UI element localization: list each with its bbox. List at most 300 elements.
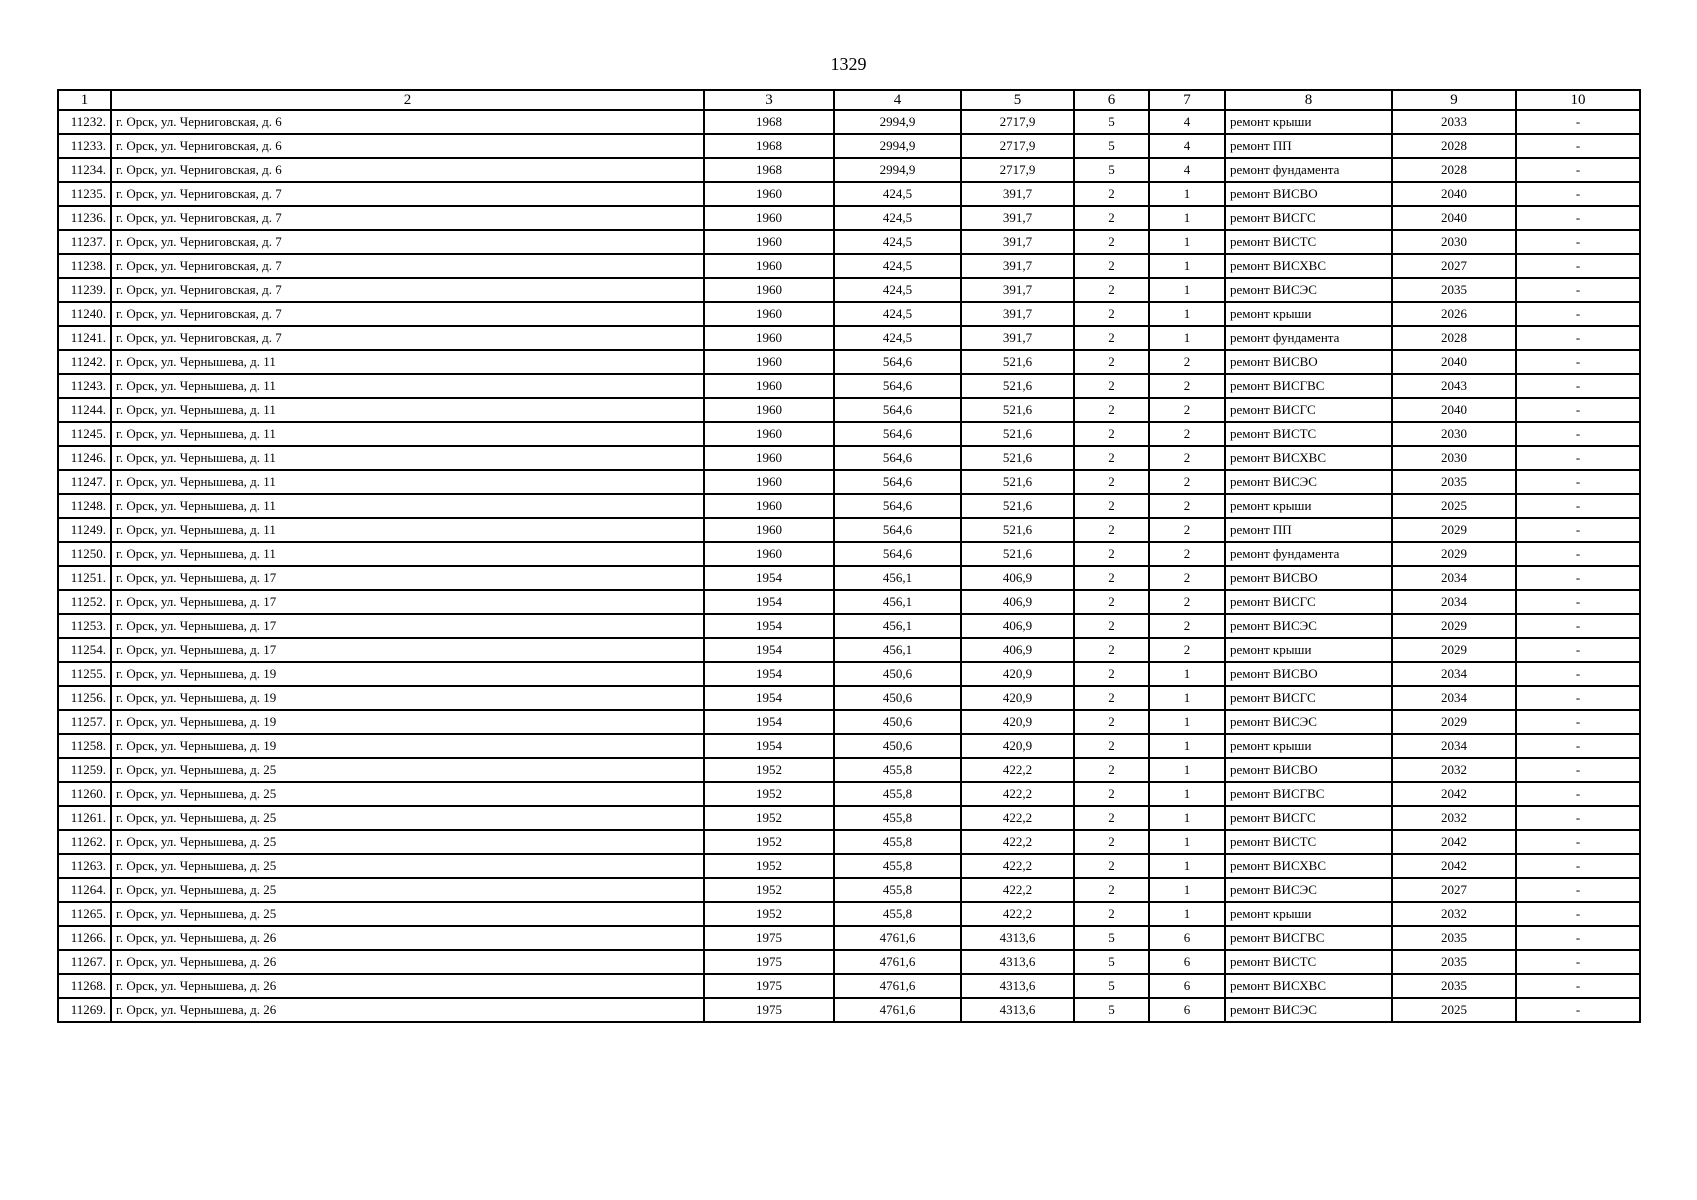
entrances-cell: 1 — [1149, 854, 1225, 878]
entrances-cell: 2 — [1149, 614, 1225, 638]
table-row — [58, 302, 1640, 326]
note-cell: - — [1516, 230, 1640, 254]
work-type-cell: ремонт ПП — [1225, 518, 1392, 542]
column-header-4: 4 — [834, 90, 961, 110]
entrances-cell: 2 — [1149, 374, 1225, 398]
row-number-cell: 11260. — [58, 782, 111, 806]
total-area-cell: 424,5 — [834, 302, 961, 326]
work-type-cell: ремонт ВИСХВС — [1225, 974, 1392, 998]
planned-year-cell: 2025 — [1392, 494, 1516, 518]
address-cell: г. Орск, ул. Чернышева, д. 11 — [111, 422, 704, 446]
year-cell: 1960 — [704, 206, 834, 230]
address-cell: г. Орск, ул. Черниговская, д. 7 — [111, 206, 704, 230]
address-cell: г. Орск, ул. Черниговская, д. 6 — [111, 134, 704, 158]
work-type-cell: ремонт ВИСГВС — [1225, 926, 1392, 950]
row-number-cell: 11259. — [58, 758, 111, 782]
work-type-cell: ремонт ВИСГС — [1225, 806, 1392, 830]
table-row — [58, 590, 1640, 614]
work-type-cell: ремонт ПП — [1225, 134, 1392, 158]
table-row — [58, 134, 1640, 158]
address-cell: г. Орск, ул. Чернышева, д. 11 — [111, 398, 704, 422]
note-cell: - — [1516, 518, 1640, 542]
entrances-cell: 2 — [1149, 350, 1225, 374]
year-cell: 1952 — [704, 830, 834, 854]
year-cell: 1952 — [704, 758, 834, 782]
living-area-cell: 2717,9 — [961, 134, 1074, 158]
row-number-cell: 11244. — [58, 398, 111, 422]
year-cell: 1960 — [704, 542, 834, 566]
address-cell: г. Орск, ул. Чернышева, д. 11 — [111, 494, 704, 518]
year-cell: 1960 — [704, 446, 834, 470]
year-cell: 1960 — [704, 494, 834, 518]
year-cell: 1954 — [704, 614, 834, 638]
living-area-cell: 521,6 — [961, 350, 1074, 374]
entrances-cell: 4 — [1149, 110, 1225, 134]
floors-cell: 2 — [1074, 758, 1149, 782]
address-cell: г. Орск, ул. Чернышева, д. 11 — [111, 350, 704, 374]
row-number-cell: 11234. — [58, 158, 111, 182]
year-cell: 1954 — [704, 734, 834, 758]
total-area-cell: 455,8 — [834, 758, 961, 782]
living-area-cell: 521,6 — [961, 422, 1074, 446]
year-cell: 1968 — [704, 134, 834, 158]
year-cell: 1960 — [704, 302, 834, 326]
work-type-cell: ремонт ВИСГВС — [1225, 782, 1392, 806]
work-type-cell: ремонт ВИСТС — [1225, 230, 1392, 254]
planned-year-cell: 2025 — [1392, 998, 1516, 1022]
address-cell: г. Орск, ул. Чернышева, д. 26 — [111, 926, 704, 950]
work-type-cell: ремонт крыши — [1225, 494, 1392, 518]
living-area-cell: 521,6 — [961, 542, 1074, 566]
table-row — [58, 542, 1640, 566]
table-row — [58, 470, 1640, 494]
floors-cell: 2 — [1074, 542, 1149, 566]
year-cell: 1952 — [704, 902, 834, 926]
table-row — [58, 158, 1640, 182]
table-row — [58, 494, 1640, 518]
year-cell: 1975 — [704, 950, 834, 974]
floors-cell: 2 — [1074, 686, 1149, 710]
living-area-cell: 406,9 — [961, 566, 1074, 590]
note-cell: - — [1516, 974, 1640, 998]
entrances-cell: 1 — [1149, 662, 1225, 686]
work-type-cell: ремонт крыши — [1225, 902, 1392, 926]
living-area-cell: 406,9 — [961, 614, 1074, 638]
floors-cell: 2 — [1074, 518, 1149, 542]
work-type-cell: ремонт крыши — [1225, 638, 1392, 662]
entrances-cell: 6 — [1149, 950, 1225, 974]
note-cell: - — [1516, 638, 1640, 662]
table-row — [58, 710, 1640, 734]
year-cell: 1954 — [704, 710, 834, 734]
floors-cell: 2 — [1074, 590, 1149, 614]
work-type-cell: ремонт фундамента — [1225, 326, 1392, 350]
address-cell: г. Орск, ул. Чернышева, д. 25 — [111, 902, 704, 926]
note-cell: - — [1516, 374, 1640, 398]
address-cell: г. Орск, ул. Чернышева, д. 19 — [111, 662, 704, 686]
work-type-cell: ремонт ВИСЭС — [1225, 710, 1392, 734]
floors-cell: 5 — [1074, 134, 1149, 158]
table-row — [58, 854, 1640, 878]
address-cell: г. Орск, ул. Чернышева, д. 26 — [111, 998, 704, 1022]
total-area-cell: 450,6 — [834, 734, 961, 758]
year-cell: 1960 — [704, 398, 834, 422]
floors-cell: 2 — [1074, 614, 1149, 638]
entrances-cell: 1 — [1149, 278, 1225, 302]
total-area-cell: 564,6 — [834, 446, 961, 470]
planned-year-cell: 2029 — [1392, 710, 1516, 734]
address-cell: г. Орск, ул. Чернышева, д. 25 — [111, 806, 704, 830]
note-cell: - — [1516, 758, 1640, 782]
address-cell: г. Орск, ул. Чернышева, д. 25 — [111, 830, 704, 854]
table-row — [58, 638, 1640, 662]
note-cell: - — [1516, 494, 1640, 518]
total-area-cell: 564,6 — [834, 518, 961, 542]
living-area-cell: 422,2 — [961, 806, 1074, 830]
year-cell: 1975 — [704, 974, 834, 998]
planned-year-cell: 2034 — [1392, 566, 1516, 590]
work-type-cell: ремонт ВИСЭС — [1225, 998, 1392, 1022]
address-cell: г. Орск, ул. Чернышева, д. 11 — [111, 518, 704, 542]
planned-year-cell: 2042 — [1392, 830, 1516, 854]
floors-cell: 2 — [1074, 326, 1149, 350]
address-cell: г. Орск, ул. Черниговская, д. 7 — [111, 182, 704, 206]
living-area-cell: 4313,6 — [961, 926, 1074, 950]
living-area-cell: 521,6 — [961, 518, 1074, 542]
entrances-cell: 2 — [1149, 542, 1225, 566]
row-number-cell: 11251. — [58, 566, 111, 590]
living-area-cell: 391,7 — [961, 230, 1074, 254]
floors-cell: 2 — [1074, 470, 1149, 494]
table-row — [58, 398, 1640, 422]
floors-cell: 2 — [1074, 446, 1149, 470]
living-area-cell: 391,7 — [961, 326, 1074, 350]
living-area-cell: 4313,6 — [961, 950, 1074, 974]
address-cell: г. Орск, ул. Чернышева, д. 17 — [111, 614, 704, 638]
entrances-cell: 2 — [1149, 470, 1225, 494]
table-row — [58, 206, 1640, 230]
note-cell: - — [1516, 566, 1640, 590]
page-number: 1329 — [830, 54, 867, 74]
row-number-cell: 11232. — [58, 110, 111, 134]
total-area-cell: 455,8 — [834, 854, 961, 878]
total-area-cell: 564,6 — [834, 422, 961, 446]
address-cell: г. Орск, ул. Чернышева, д. 25 — [111, 782, 704, 806]
work-type-cell: ремонт ВИСВО — [1225, 662, 1392, 686]
entrances-cell: 1 — [1149, 878, 1225, 902]
repair-schedule-table — [57, 89, 1641, 1023]
living-area-cell: 422,2 — [961, 758, 1074, 782]
floors-cell: 2 — [1074, 566, 1149, 590]
work-type-cell: ремонт ВИСВО — [1225, 350, 1392, 374]
entrances-cell: 2 — [1149, 446, 1225, 470]
planned-year-cell: 2029 — [1392, 638, 1516, 662]
planned-year-cell: 2030 — [1392, 230, 1516, 254]
floors-cell: 5 — [1074, 950, 1149, 974]
work-type-cell: ремонт фундамента — [1225, 158, 1392, 182]
note-cell: - — [1516, 182, 1640, 206]
note-cell: - — [1516, 326, 1640, 350]
table-row — [58, 446, 1640, 470]
total-area-cell: 564,6 — [834, 398, 961, 422]
table-row — [58, 182, 1640, 206]
note-cell: - — [1516, 878, 1640, 902]
entrances-cell: 2 — [1149, 518, 1225, 542]
table-row — [58, 734, 1640, 758]
total-area-cell: 456,1 — [834, 638, 961, 662]
work-type-cell: ремонт ВИСГС — [1225, 398, 1392, 422]
address-cell: г. Орск, ул. Чернышева, д. 25 — [111, 854, 704, 878]
living-area-cell: 391,7 — [961, 278, 1074, 302]
column-header-9: 9 — [1392, 90, 1516, 110]
year-cell: 1954 — [704, 638, 834, 662]
work-type-cell: ремонт ВИСТС — [1225, 950, 1392, 974]
note-cell: - — [1516, 110, 1640, 134]
address-cell: г. Орск, ул. Черниговская, д. 7 — [111, 254, 704, 278]
row-number-cell: 11235. — [58, 182, 111, 206]
entrances-cell: 1 — [1149, 182, 1225, 206]
floors-cell: 2 — [1074, 302, 1149, 326]
note-cell: - — [1516, 470, 1640, 494]
year-cell: 1954 — [704, 686, 834, 710]
note-cell: - — [1516, 422, 1640, 446]
year-cell: 1960 — [704, 230, 834, 254]
entrances-cell: 2 — [1149, 590, 1225, 614]
note-cell: - — [1516, 614, 1640, 638]
living-area-cell: 422,2 — [961, 902, 1074, 926]
note-cell: - — [1516, 998, 1640, 1022]
entrances-cell: 1 — [1149, 230, 1225, 254]
floors-cell: 2 — [1074, 494, 1149, 518]
total-area-cell: 424,5 — [834, 278, 961, 302]
table-row — [58, 902, 1640, 926]
planned-year-cell: 2035 — [1392, 470, 1516, 494]
floors-cell: 2 — [1074, 638, 1149, 662]
floors-cell: 5 — [1074, 926, 1149, 950]
year-cell: 1954 — [704, 566, 834, 590]
note-cell: - — [1516, 158, 1640, 182]
address-cell: г. Орск, ул. Чернышева, д. 17 — [111, 566, 704, 590]
floors-cell: 2 — [1074, 662, 1149, 686]
year-cell: 1954 — [704, 662, 834, 686]
row-number-cell: 11265. — [58, 902, 111, 926]
total-area-cell: 564,6 — [834, 470, 961, 494]
note-cell: - — [1516, 950, 1640, 974]
table-row — [58, 974, 1640, 998]
row-number-cell: 11256. — [58, 686, 111, 710]
column-header-3: 3 — [704, 90, 834, 110]
row-number-cell: 11241. — [58, 326, 111, 350]
work-type-cell: ремонт ВИСГС — [1225, 590, 1392, 614]
column-header-8: 8 — [1225, 90, 1392, 110]
note-cell: - — [1516, 734, 1640, 758]
address-cell: г. Орск, ул. Чернышева, д. 25 — [111, 878, 704, 902]
planned-year-cell: 2040 — [1392, 206, 1516, 230]
row-number-cell: 11250. — [58, 542, 111, 566]
year-cell: 1954 — [704, 590, 834, 614]
floors-cell: 2 — [1074, 398, 1149, 422]
entrances-cell: 1 — [1149, 710, 1225, 734]
table-row — [58, 998, 1640, 1022]
total-area-cell: 424,5 — [834, 326, 961, 350]
address-cell: г. Орск, ул. Черниговская, д. 7 — [111, 326, 704, 350]
work-type-cell: ремонт ВИСВО — [1225, 182, 1392, 206]
table-row — [58, 566, 1640, 590]
row-number-cell: 11268. — [58, 974, 111, 998]
living-area-cell: 420,9 — [961, 662, 1074, 686]
column-header-6: 6 — [1074, 90, 1149, 110]
row-number-cell: 11246. — [58, 446, 111, 470]
planned-year-cell: 2034 — [1392, 686, 1516, 710]
year-cell: 1960 — [704, 326, 834, 350]
row-number-cell: 11249. — [58, 518, 111, 542]
year-cell: 1960 — [704, 182, 834, 206]
entrances-cell: 1 — [1149, 254, 1225, 278]
entrances-cell: 1 — [1149, 830, 1225, 854]
work-type-cell: ремонт ВИСЭС — [1225, 614, 1392, 638]
entrances-cell: 4 — [1149, 134, 1225, 158]
entrances-cell: 2 — [1149, 422, 1225, 446]
living-area-cell: 521,6 — [961, 470, 1074, 494]
entrances-cell: 1 — [1149, 806, 1225, 830]
year-cell: 1960 — [704, 422, 834, 446]
planned-year-cell: 2034 — [1392, 734, 1516, 758]
entrances-cell: 1 — [1149, 206, 1225, 230]
planned-year-cell: 2026 — [1392, 302, 1516, 326]
table-row — [58, 350, 1640, 374]
header-row — [58, 90, 1640, 110]
planned-year-cell: 2030 — [1392, 422, 1516, 446]
planned-year-cell: 2027 — [1392, 254, 1516, 278]
column-header-5: 5 — [961, 90, 1074, 110]
note-cell: - — [1516, 806, 1640, 830]
row-number-cell: 11258. — [58, 734, 111, 758]
year-cell: 1960 — [704, 470, 834, 494]
year-cell: 1975 — [704, 926, 834, 950]
table-row — [58, 662, 1640, 686]
table-row — [58, 110, 1640, 134]
row-number-cell: 11236. — [58, 206, 111, 230]
total-area-cell: 4761,6 — [834, 974, 961, 998]
total-area-cell: 424,5 — [834, 206, 961, 230]
living-area-cell: 391,7 — [961, 254, 1074, 278]
note-cell: - — [1516, 902, 1640, 926]
work-type-cell: ремонт ВИСГВС — [1225, 374, 1392, 398]
living-area-cell: 4313,6 — [961, 998, 1074, 1022]
row-number-cell: 11242. — [58, 350, 111, 374]
floors-cell: 2 — [1074, 830, 1149, 854]
total-area-cell: 455,8 — [834, 902, 961, 926]
row-number-cell: 11262. — [58, 830, 111, 854]
note-cell: - — [1516, 710, 1640, 734]
note-cell: - — [1516, 134, 1640, 158]
row-number-cell: 11240. — [58, 302, 111, 326]
table-row — [58, 782, 1640, 806]
year-cell: 1968 — [704, 110, 834, 134]
address-cell: г. Орск, ул. Чернышева, д. 26 — [111, 950, 704, 974]
note-cell: - — [1516, 662, 1640, 686]
planned-year-cell: 2043 — [1392, 374, 1516, 398]
total-area-cell: 456,1 — [834, 590, 961, 614]
floors-cell: 2 — [1074, 350, 1149, 374]
total-area-cell: 564,6 — [834, 374, 961, 398]
entrances-cell: 1 — [1149, 734, 1225, 758]
total-area-cell: 424,5 — [834, 230, 961, 254]
entrances-cell: 2 — [1149, 638, 1225, 662]
work-type-cell: ремонт ВИСЭС — [1225, 470, 1392, 494]
floors-cell: 2 — [1074, 734, 1149, 758]
address-cell: г. Орск, ул. Чернышева, д. 25 — [111, 758, 704, 782]
note-cell: - — [1516, 782, 1640, 806]
work-type-cell: ремонт ВИСТС — [1225, 830, 1392, 854]
floors-cell: 2 — [1074, 254, 1149, 278]
row-number-cell: 11238. — [58, 254, 111, 278]
planned-year-cell: 2028 — [1392, 134, 1516, 158]
year-cell: 1960 — [704, 518, 834, 542]
living-area-cell: 420,9 — [961, 710, 1074, 734]
note-cell: - — [1516, 590, 1640, 614]
total-area-cell: 564,6 — [834, 542, 961, 566]
address-cell: г. Орск, ул. Черниговская, д. 7 — [111, 302, 704, 326]
floors-cell: 2 — [1074, 782, 1149, 806]
living-area-cell: 391,7 — [961, 206, 1074, 230]
planned-year-cell: 2035 — [1392, 950, 1516, 974]
address-cell: г. Орск, ул. Черниговская, д. 7 — [111, 278, 704, 302]
row-number-cell: 11261. — [58, 806, 111, 830]
planned-year-cell: 2042 — [1392, 782, 1516, 806]
living-area-cell: 422,2 — [961, 830, 1074, 854]
planned-year-cell: 2042 — [1392, 854, 1516, 878]
total-area-cell: 424,5 — [834, 182, 961, 206]
address-cell: г. Орск, ул. Чернышева, д. 17 — [111, 590, 704, 614]
work-type-cell: ремонт ВИСХВС — [1225, 254, 1392, 278]
floors-cell: 2 — [1074, 374, 1149, 398]
row-number-cell: 11239. — [58, 278, 111, 302]
living-area-cell: 422,2 — [961, 854, 1074, 878]
total-area-cell: 450,6 — [834, 686, 961, 710]
living-area-cell: 422,2 — [961, 782, 1074, 806]
row-number-cell: 11254. — [58, 638, 111, 662]
row-number-cell: 11264. — [58, 878, 111, 902]
note-cell: - — [1516, 206, 1640, 230]
floors-cell: 5 — [1074, 110, 1149, 134]
work-type-cell: ремонт ВИСГС — [1225, 206, 1392, 230]
note-cell: - — [1516, 926, 1640, 950]
table-row — [58, 878, 1640, 902]
table-row — [58, 230, 1640, 254]
row-number-cell: 11243. — [58, 374, 111, 398]
row-number-cell: 11269. — [58, 998, 111, 1022]
table-row — [58, 326, 1640, 350]
row-number-cell: 11267. — [58, 950, 111, 974]
table-row — [58, 806, 1640, 830]
note-cell: - — [1516, 398, 1640, 422]
planned-year-cell: 2040 — [1392, 182, 1516, 206]
living-area-cell: 521,6 — [961, 374, 1074, 398]
floors-cell: 2 — [1074, 206, 1149, 230]
address-cell: г. Орск, ул. Чернышева, д. 11 — [111, 446, 704, 470]
living-area-cell: 2717,9 — [961, 110, 1074, 134]
address-cell: г. Орск, ул. Черниговская, д. 6 — [111, 110, 704, 134]
work-type-cell: ремонт крыши — [1225, 302, 1392, 326]
year-cell: 1960 — [704, 278, 834, 302]
total-area-cell: 450,6 — [834, 662, 961, 686]
entrances-cell: 2 — [1149, 398, 1225, 422]
living-area-cell: 2717,9 — [961, 158, 1074, 182]
planned-year-cell: 2028 — [1392, 326, 1516, 350]
note-cell: - — [1516, 254, 1640, 278]
work-type-cell: ремонт крыши — [1225, 734, 1392, 758]
